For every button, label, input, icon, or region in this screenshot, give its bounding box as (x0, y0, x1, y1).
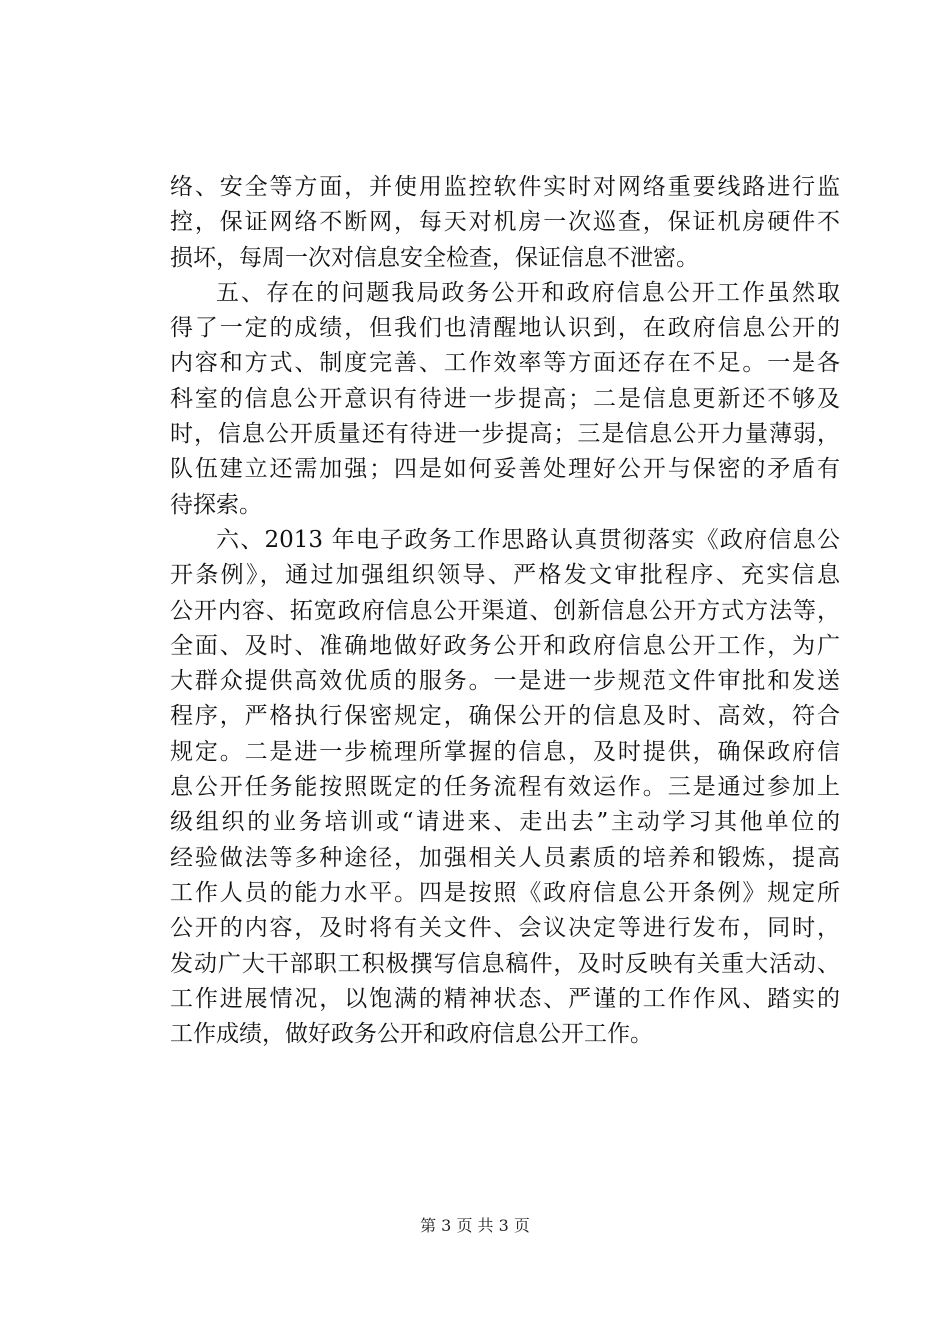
text-line: 六、2013 年电子政务工作思路认真贯彻落实《政府信息公 (216, 526, 840, 553)
text-line: 规定。二是进一步梳理所掌握的信息，及时提供，确保政府信 (170, 738, 840, 765)
text-line: 开条例》，通过加强组织领导、严格发文审批程序、充实信息 (170, 562, 840, 589)
document-body (170, 170, 840, 1052)
text-line: 工作成绩，做好政务公开和政府信息公开工作。 (170, 1021, 653, 1048)
text-line: 息公开任务能按照既定的任务流程有效运作。三是通过参加上 (170, 774, 840, 801)
text-line: 级组织的业务培训或“请进来、走出去”主动学习其他单位的 (170, 809, 840, 836)
page-number-footer: 第 3 页 共 3 页 (420, 1216, 530, 1235)
text-line: 五、存在的问题我局政务公开和政府信息公开工作虽然取 (216, 279, 840, 306)
text-line: 大群众提供高效优质的服务。一是进一步规范文件审批和发送 (170, 668, 840, 695)
text-line: 工作进展情况，以饱满的精神状态、严谨的工作作风、踏实的 (170, 985, 840, 1012)
text-line: 待探索。 (170, 491, 262, 518)
text-line: 公开的内容，及时将有关文件、会议决定等进行发布，同时， (170, 915, 840, 942)
text-line: 全面、及时、准确地做好政务公开和政府信息公开工作，为广 (170, 632, 840, 659)
text-line: 程序，严格执行保密规定，确保公开的信息及时、高效，符合 (170, 703, 840, 730)
text-line: 损坏，每周一次对信息安全检查，保证信息不泄密。 (170, 244, 699, 271)
text-line: 得了一定的成绩，但我们也清醒地认识到，在政府信息公开的 (170, 315, 840, 342)
text-line: 时，信息公开质量还有待进一步提高；三是信息公开力量薄弱， (170, 421, 840, 448)
text-line: 控，保证网络不断网，每天对机房一次巡查，保证机房硬件不 (170, 209, 840, 236)
text-line: 发动广大干部职工积极撰写信息稿件，及时反映有关重大活动、 (170, 950, 840, 977)
text-line: 工作人员的能力水平。四是按照《政府信息公开条例》规定所 (170, 879, 840, 906)
text-line: 经验做法等多种途径，加强相关人员素质的培养和锻炼，提高 (170, 844, 840, 871)
text-line: 队伍建立还需加强；四是如何妥善处理好公开与保密的矛盾有 (170, 456, 840, 483)
text-line: 络、安全等方面，并使用监控软件实时对网络重要线路进行监 (170, 174, 840, 200)
text-line: 科室的信息公开意识有待进一步提高；二是信息更新还不够及 (170, 385, 840, 412)
text-line: 内容和方式、制度完善、工作效率等方面还存在不足。一是各 (170, 350, 840, 377)
text-line: 公开内容、拓宽政府信息公开渠道、创新信息公开方式方法等， (170, 597, 840, 624)
